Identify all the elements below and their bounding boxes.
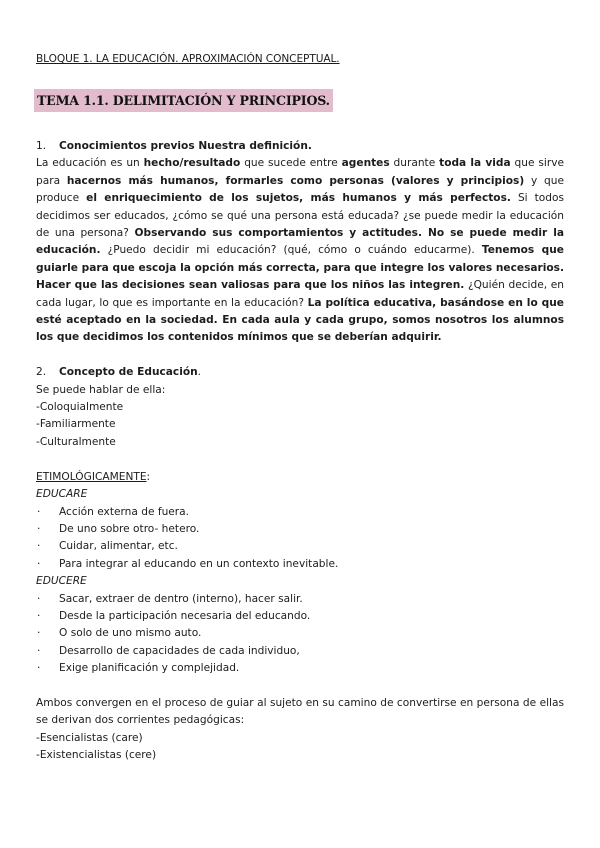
para-text: durante [389, 157, 440, 170]
bullet-icon: · [37, 557, 41, 570]
list-item [36, 608, 564, 625]
educere-term: EDUCERE [36, 575, 87, 588]
list-item [36, 643, 564, 660]
list-item [36, 504, 564, 521]
current-item: -Existencialistas (cere) [36, 749, 157, 762]
para-bold: Observando sus comportamientos y actitudes. No se puede medir la educación. [36, 227, 565, 257]
section-2-heading [36, 364, 564, 381]
bullet-icon: · [37, 644, 41, 657]
section-1-paragraph [36, 155, 564, 346]
list-item-text: Desde la participación necesaria del educando. [59, 609, 311, 622]
bullet-icon: · [37, 662, 41, 675]
list-item-text: O solo de uno mismo auto. [59, 627, 202, 640]
bullet-icon: · [37, 627, 41, 640]
para-bold: hecho/resultado [143, 157, 241, 170]
list-item-text: Desarrollo de capacidades de cada individuo, [59, 644, 300, 657]
bullet-icon: · [37, 522, 41, 535]
list-item-text: Para integrar al educando en un contexto inevitable. [59, 557, 339, 570]
list-item [36, 591, 564, 608]
section-2-number: 2. [36, 366, 47, 379]
etymology-heading-colon: : [146, 470, 151, 483]
educare-term: EDUCARE [36, 488, 88, 501]
list-item [36, 538, 564, 555]
bullet-icon: · [37, 540, 41, 553]
list-item [36, 521, 564, 538]
list-item-text: Exige planificación y complejidad. [59, 662, 240, 675]
list-item-text: De uno sobre otro- hetero. [59, 522, 200, 535]
way-item: -Familiarmente [36, 418, 116, 431]
para-bold: el enriquecimiento de los sujetos, más humanos y más perfectos. [86, 192, 511, 205]
conclusion-paragraph: Ambos convergen en el proceso de guiar al sujeto en su camino de convertirse en persona de ellas se derivan dos corrientes pedagógicas: [36, 696, 564, 727]
para-bold: toda la vida [439, 157, 511, 170]
list-item [36, 556, 564, 573]
para-bold: La política educativa, basándose en lo que esté aceptado en la sociedad. En cada aula y cada grupo, somos nosotros los alumnos los que decidimos los contenidos mínimos que se deberían adquirir. [36, 296, 564, 344]
etymology-heading-text: ETIMOLÓGICAMENTE [36, 470, 147, 483]
section-1-heading [36, 138, 564, 155]
list-item-text: Cuidar, alimentar, etc. [59, 540, 178, 553]
para-text: Si todos decidimos ser educados, ¿cómo se qué una persona está educada? ¿se puede medir la educación de una persona? [36, 192, 564, 240]
bullet-icon: · [37, 609, 41, 622]
para-text: y que produce [36, 174, 564, 205]
section-1-number: 1. [36, 140, 47, 152]
para-text: La educación es un [36, 157, 144, 170]
para-text: ¿Puedo decidir mi educación? (qué, cómo o cuándo educarme). [100, 244, 482, 257]
way-item: -Culturalmente [36, 435, 116, 448]
tema-title: TEMA 1.1. DELIMITACIÓN Y PRINCIPIOS. [34, 89, 333, 112]
current-item: -Esencialistas (care) [36, 731, 143, 744]
block-title: BLOQUE 1. LA EDUCACIÓN. APROXIMACIÓN CONCEPTUAL. [36, 53, 340, 65]
etymology-heading [36, 469, 564, 486]
para-bold: Tenemos que guiarle para que escoja la opción más correcta, para que integre los valores necesarios. Hacer que las decisiones sean valiosas para que los niños las integren. [36, 244, 564, 292]
section-2-title-dot: . [197, 366, 202, 379]
section-1-title: Conocimientos previos Nuestra definición. [59, 140, 312, 152]
bullet-icon: · [37, 592, 41, 605]
bullet-icon: · [37, 505, 41, 518]
para-text: que sirve para [36, 157, 565, 187]
para-text: que sucede entre [240, 157, 342, 170]
para-bold: hacernos más humanos, formarles como personas (valores y principios) [66, 174, 525, 187]
list-item-text: Sacar, extraer de dentro (interno), hacer salir. [59, 592, 303, 605]
list-item [36, 660, 564, 677]
section-2-title: Concepto de Educación [59, 366, 198, 379]
para-bold: agentes [341, 157, 390, 170]
list-item [36, 625, 564, 642]
way-item: -Coloquialmente [36, 401, 124, 414]
list-item-text: Acción externa de fuera. [59, 505, 190, 518]
section-2-intro: Se puede hablar de ella: [36, 383, 166, 396]
document-body [36, 138, 564, 765]
para-text: ¿Quién decide, en cada lugar, lo que es importante en la educación? [36, 279, 564, 309]
